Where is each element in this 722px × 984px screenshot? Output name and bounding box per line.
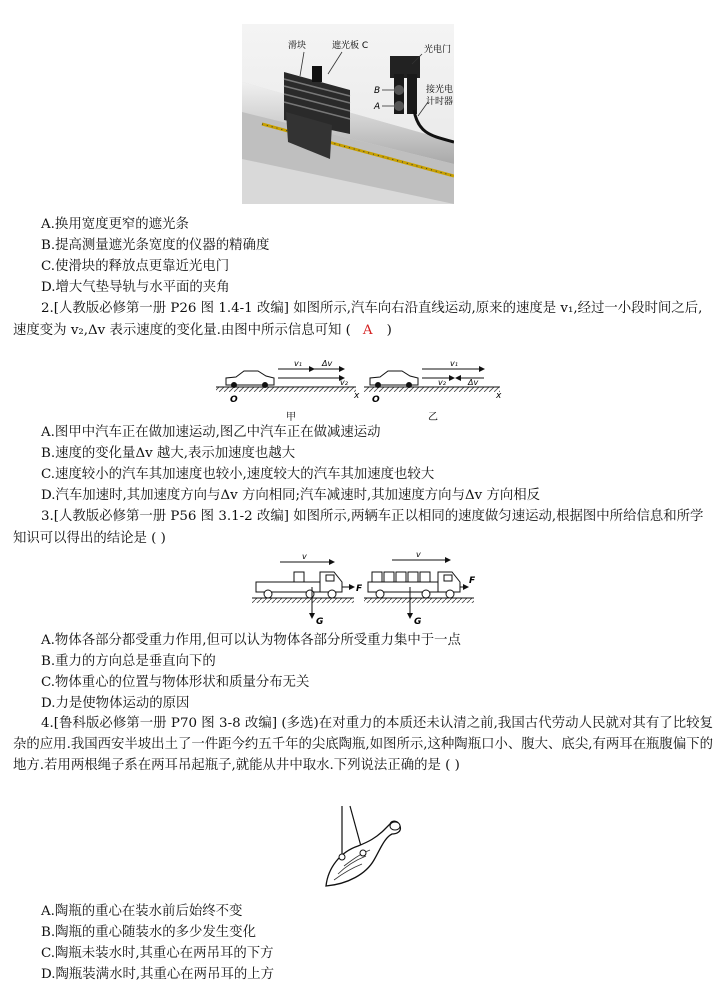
v-label-left: v: [302, 552, 307, 561]
f-label-right: F: [469, 576, 476, 586]
q2-option-b: B.速度的变化量Δv 越大,表示加速度也越大: [41, 446, 296, 461]
q1-option-d: D.增大气垫导轨与水平面的夹角: [41, 280, 230, 295]
q3-option-c: C.物体重心的位置与物体形状和质量分布无关: [41, 675, 310, 690]
q3-option-a: A.物体各部分都受重力作用,但可以认为物体各部分所受重力集中于一点: [41, 633, 461, 648]
q2-option-c: C.速度较小的汽车其加速度也较小,速度较大的汽车其加速度也较大: [41, 467, 435, 482]
truck-left: [256, 572, 342, 598]
caption-jia: 甲: [286, 412, 296, 423]
truck-right: [368, 572, 460, 598]
origin-left: O: [230, 395, 238, 405]
x-left: x: [354, 391, 360, 401]
rope-right: [350, 806, 362, 850]
car-left: [226, 371, 274, 388]
q2-stem-line2: [13, 322, 392, 340]
q4-option-d: D.陶瓶装满水时,其重心在两吊耳的上方: [41, 967, 275, 982]
car-right: [370, 371, 418, 388]
v2-label-right: v₂: [438, 378, 446, 387]
q2-answer: A: [362, 323, 373, 338]
pottery-bottle: [326, 821, 400, 886]
label-timer-2: 计时器: [426, 97, 454, 107]
pottery-bottle-figure: [318, 804, 408, 896]
label-shutter: 遮光板 C: [332, 41, 369, 51]
label-a: A: [374, 102, 381, 112]
q1-option-a: A.换用宽度更窄的遮光条: [41, 217, 189, 232]
q4-stem-text: 4.[鲁科版必修第一册 P70 图 3-8 改编] (多选)在对重力的本质还未认清之前,我国古代劳动人民就对其有了比较复杂的应用.我国西安半坡出土了一件距今约五千年的尖底陶瓶,如图所示,这种陶瓶口小、腹大、底尖,有两耳在瓶腹偏下的地方.若用两根绳子系在两耳吊起瓶子,就能从井中取水.下列说法正确的是 ( ): [13, 716, 713, 773]
q2-stem-text: 速度变为 v₂,Δv 表示速度的变化量.由图中所示信息可知 (: [13, 323, 351, 338]
label-b: B: [374, 86, 381, 96]
q3-stem-line2: 知识可以得出的结论是 ( ): [13, 531, 166, 546]
label-slider: 滑块: [288, 41, 307, 51]
q4-option-b: B.陶瓶的重心随装水的多少发生变化: [41, 925, 256, 940]
q1-option-b: B.提高测量遮光条宽度的仪器的精确度: [41, 238, 270, 253]
v-label-right: v: [416, 550, 421, 559]
q3-option-b: B.重力的方向总是垂直向下的: [41, 654, 216, 669]
q2-option-d: D.汽车加速时,其加速度方向与Δv 方向相同;汽车减速时,其加速度方向与Δv 方向相反: [41, 488, 541, 503]
f-label-left: F: [356, 584, 363, 594]
x-right: x: [496, 391, 502, 401]
caption-yi: 乙: [428, 412, 438, 423]
trucks-figure: [250, 550, 476, 628]
q3-option-d: D.力是使物体运动的原因: [41, 696, 190, 711]
q1-option-c: C.使滑块的释放点更靠近光电门: [41, 259, 230, 274]
q2-option-a: A.图甲中汽车正在做加速运动,图乙中汽车正在做减速运动: [41, 425, 381, 440]
g-label-left: G: [316, 617, 324, 627]
dv-label-right: Δv: [468, 378, 479, 387]
q2-stem-close: ): [386, 323, 392, 338]
v2-label-left: v₂: [340, 378, 348, 387]
label-photogate: 光电门: [424, 45, 452, 55]
origin-right: O: [372, 395, 380, 405]
dv-label-left: Δv: [322, 359, 333, 368]
air-track-photo: [242, 24, 454, 204]
v1-label-left: v₁: [294, 359, 302, 368]
car-velocity-figure: [214, 352, 504, 424]
q3-stem-line1: 3.[人教版必修第一册 P56 图 3.1-2 改编] 如图所示,两辆车正以相同的速度做匀速运动,根据图中所给信息和所学: [41, 509, 704, 524]
label-timer-1: 接光电: [426, 85, 454, 95]
q4-option-a: A.陶瓶的重心在装水前后始终不变: [41, 904, 243, 919]
q4-option-c: C.陶瓶未装水时,其重心在两吊耳的下方: [41, 946, 274, 961]
q4-stem: [13, 713, 713, 776]
g-label-right: G: [414, 617, 422, 627]
q2-stem-line1: 2.[人教版必修第一册 P26 图 1.4-1 改编] 如图所示,汽车向右沿直线运动,原来的速度是 v₁,经过一小段时间之后,: [41, 301, 703, 316]
v1-label-right: v₁: [450, 359, 458, 368]
